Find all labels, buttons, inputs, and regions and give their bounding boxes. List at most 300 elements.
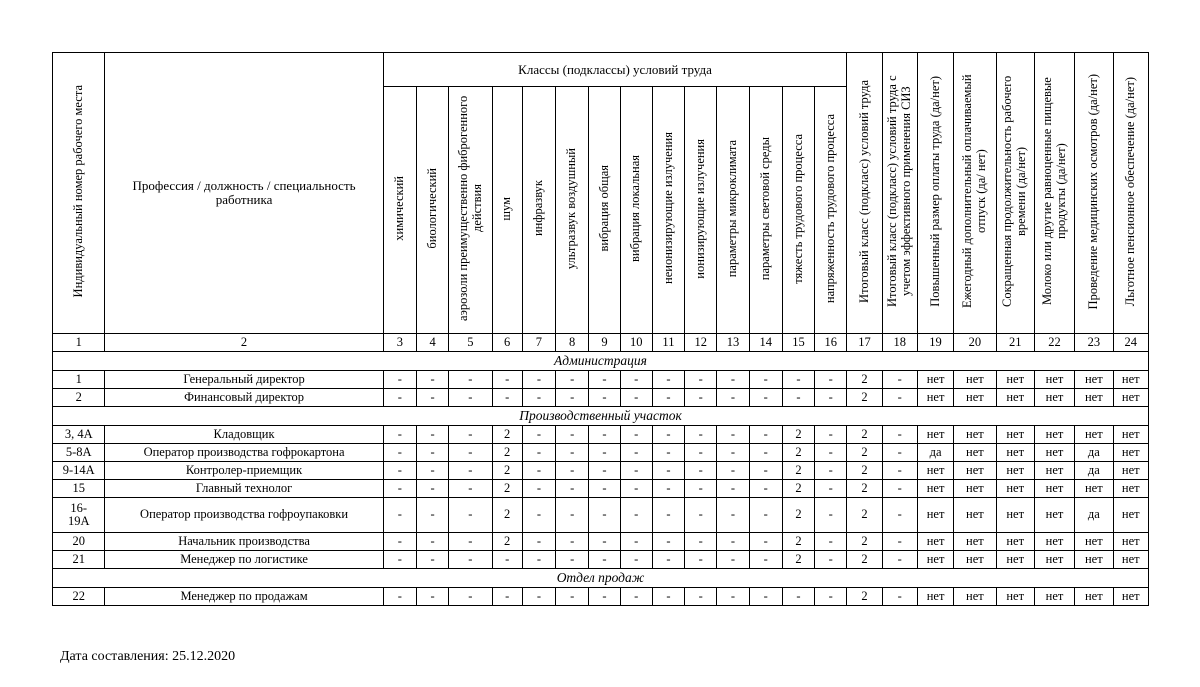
header-classes-group [383,53,847,87]
table-cell: 2 [782,444,814,462]
table-cell: нет [917,426,953,444]
factor-label: тяжесть трудового процесса [790,133,805,284]
table-cell: - [589,480,620,498]
factor-label: биологический [424,168,439,249]
compilation-date: Дата составления: 25.12.2020 [60,649,236,664]
column-number-cell: 16 [815,334,847,352]
table-cell: нет [996,533,1034,551]
table-cell: нет [917,462,953,480]
table-cell: - [685,551,717,569]
table-cell: - [782,371,814,389]
workplace-number-cell: 9-14А [53,462,105,480]
table-cell: - [416,462,448,480]
section-header-row [53,569,1149,588]
column-number-cell: 4 [416,334,448,352]
table-cell: - [449,533,492,551]
table-cell: - [620,588,652,606]
table-cell: - [882,533,917,551]
profession-cell: Генеральный директор [105,371,383,389]
header-pension [1113,53,1149,334]
table-cell: нет [996,551,1034,569]
table-cell: нет [1034,371,1074,389]
table-cell: - [620,426,652,444]
table-cell: - [416,426,448,444]
table-cell: - [522,480,555,498]
table-cell: - [620,551,652,569]
table-cell: нет [954,426,996,444]
table-cell: - [685,462,717,480]
table-cell: - [492,389,522,407]
table-cell: - [717,426,749,444]
table-cell: - [383,389,416,407]
column-number-cell: 6 [492,334,522,352]
column-number-cell: 21 [996,334,1034,352]
table-cell: - [522,444,555,462]
header-workplace-number-label: Индивидуальный номер рабочего места [70,85,85,298]
table-cell: 2 [492,462,522,480]
factor-label: шум [499,196,514,221]
factor-label: ионизирующие излучения [692,138,707,279]
table-cell: - [652,371,684,389]
table-cell: нет [1075,588,1113,606]
table-cell: нет [917,533,953,551]
table-cell: - [492,371,522,389]
column-number-cell: 1 [53,334,105,352]
table-cell: нет [1034,389,1074,407]
table-cell: - [620,444,652,462]
section-title: Производственный участок [53,407,1149,426]
column-number-cell: 23 [1075,334,1113,352]
table-cell: - [749,498,782,533]
table-cell: нет [1034,426,1074,444]
table-row [53,444,1149,462]
table-cell: - [589,389,620,407]
table-cell: нет [1113,533,1149,551]
header-medical-label: Проведение медицинских осмотров (да/нет) [1085,73,1100,310]
table-row [53,426,1149,444]
table-cell: - [522,389,555,407]
table-cell: 2 [847,462,882,480]
table-cell: нет [996,371,1034,389]
factor-ultrasound [556,87,589,334]
column-number-cell: 20 [954,334,996,352]
table-cell: - [556,551,589,569]
factor-ionizing [685,87,717,334]
factor-biological [416,87,448,334]
column-number-cell: 19 [917,334,953,352]
workplace-number-cell: 16- 19А [53,498,105,533]
table-cell: 2 [492,498,522,533]
table-cell: - [620,462,652,480]
table-cell: - [556,480,589,498]
header-profession [105,53,383,334]
table-cell: нет [917,588,953,606]
table-cell: нет [1113,480,1149,498]
table-cell: - [556,389,589,407]
factor-light [749,87,782,334]
table-cell: нет [917,389,953,407]
table-cell: - [652,389,684,407]
factor-label: ультразвук воздушный [564,147,579,270]
factor-chemical [383,87,416,334]
table-cell: 2 [492,426,522,444]
header-classes-group-label: Классы (подклассы) условий труда [518,61,712,77]
profession-cell: Менеджер по продажам [105,588,383,606]
table-cell: - [717,444,749,462]
table-cell: нет [1075,426,1113,444]
table-cell: - [652,551,684,569]
table-cell: 2 [847,551,882,569]
table-cell: - [556,462,589,480]
table-cell: - [882,498,917,533]
table-cell: - [882,551,917,569]
table-cell: нет [1034,498,1074,533]
table-cell: - [782,389,814,407]
section-header-row [53,352,1149,371]
factor-label: напряженность трудового процесса [822,113,837,303]
table-cell: - [652,444,684,462]
table-cell: - [416,588,448,606]
table-cell: - [815,480,847,498]
table-cell: - [556,371,589,389]
section-title: Отдел продаж [53,569,1149,588]
table-cell: нет [954,533,996,551]
column-number-cell: 2 [105,334,383,352]
column-number-cell: 14 [749,334,782,352]
table-cell: - [749,444,782,462]
table-cell: - [882,371,917,389]
table-cell: - [620,498,652,533]
table-cell: - [717,533,749,551]
table-cell: - [556,444,589,462]
factor-microclimate [717,87,749,334]
header-final-class-label: Итоговый класс (подкласс) условий труда [856,79,871,303]
table-cell: - [383,371,416,389]
table-cell: - [749,389,782,407]
sout-results-table [52,52,1149,606]
table-cell: - [416,498,448,533]
factor-vibration-general [589,87,620,334]
table-cell: - [685,389,717,407]
table-cell: - [522,551,555,569]
table-cell: - [685,371,717,389]
table-cell: нет [1113,551,1149,569]
profession-cell: Кладовщик [105,426,383,444]
table-row [53,498,1149,533]
table-cell: - [652,498,684,533]
table-cell: - [620,389,652,407]
table-cell: - [815,551,847,569]
profession-cell: Менеджер по логистике [105,551,383,569]
profession-cell: Главный технолог [105,480,383,498]
table-cell: - [749,588,782,606]
table-row [53,588,1149,606]
table-cell: - [449,462,492,480]
table-cell: да [1075,444,1113,462]
table-cell: да [1075,462,1113,480]
table-cell: - [749,551,782,569]
table-cell: - [717,462,749,480]
table-cell: - [652,426,684,444]
workplace-number-cell: 5-8А [53,444,105,462]
table-cell: нет [917,498,953,533]
table-cell: - [522,533,555,551]
table-cell: нет [1034,588,1074,606]
table-cell: - [383,444,416,462]
table-cell: - [522,462,555,480]
column-number-cell: 22 [1034,334,1074,352]
profession-cell: Оператор производства гофрокартона [105,444,383,462]
table-cell: - [882,480,917,498]
table-cell: нет [1034,533,1074,551]
table-cell: - [749,533,782,551]
table-cell: - [449,498,492,533]
table-cell: 2 [782,551,814,569]
table-cell: - [717,389,749,407]
table-cell: - [383,533,416,551]
table-cell: нет [1075,480,1113,498]
table-cell: - [383,462,416,480]
table-cell: - [449,588,492,606]
workplace-number-cell: 2 [53,389,105,407]
table-cell: - [416,551,448,569]
table-cell: - [749,426,782,444]
factor-label: параметры световой среды [757,136,772,281]
table-cell: - [449,371,492,389]
table-cell: - [717,551,749,569]
table-cell: нет [1113,588,1149,606]
table-cell: - [449,444,492,462]
table-cell: нет [1034,462,1074,480]
table-cell: 2 [847,533,882,551]
header-increased-pay-label: Повышенный размер оплаты труда (да/нет) [927,76,942,307]
profession-cell: Начальник производства [105,533,383,551]
table-cell: - [815,371,847,389]
table-cell: 2 [782,480,814,498]
table-cell: - [652,462,684,480]
factor-label: вибрация общая [596,165,611,252]
table-cell: - [815,426,847,444]
profession-cell: Контролер-приемщик [105,462,383,480]
table-cell: нет [996,444,1034,462]
table-cell: нет [954,551,996,569]
workplace-number-cell: 21 [53,551,105,569]
table-cell: - [492,551,522,569]
table-cell: - [717,588,749,606]
table-cell: нет [996,498,1034,533]
column-number-cell: 15 [782,334,814,352]
table-cell: - [416,480,448,498]
section-title: Администрация [53,352,1149,371]
table-cell: - [620,480,652,498]
table-cell: нет [996,480,1034,498]
factor-vibration-local [620,87,652,334]
table-cell: нет [1075,371,1113,389]
table-cell: - [815,444,847,462]
table-cell: нет [954,444,996,462]
table-cell: - [522,371,555,389]
header-pension-label: Льготное пенсионное обеспечение (да/нет) [1122,76,1137,307]
table-row [53,533,1149,551]
column-number-cell: 8 [556,334,589,352]
table-cell: - [589,426,620,444]
table-cell: 2 [492,480,522,498]
table-cell: - [416,444,448,462]
table-cell: нет [1113,426,1149,444]
table-cell: нет [1075,533,1113,551]
header-reduced-hours-label: Сокращенная продолжительность рабочего времени (да/нет) [1000,75,1029,308]
table-cell: 2 [847,389,882,407]
table-cell: 2 [847,588,882,606]
header-final-class-siz-label: Итоговый класс (подкласс) условий труда с учетом эффективного применения СИЗ [885,75,913,308]
table-cell: 2 [782,533,814,551]
table-cell: нет [996,588,1034,606]
table-cell: - [522,498,555,533]
factor-label: неионизирующие излучения [660,132,675,285]
factor-intensity [815,87,847,334]
table-cell: - [416,533,448,551]
table-cell: - [449,480,492,498]
factor-aerosols [449,87,492,334]
table-cell: - [685,588,717,606]
table-cell: - [416,371,448,389]
table-cell: - [449,426,492,444]
table-cell: - [882,389,917,407]
section-header-row [53,407,1149,426]
table-cell: - [685,426,717,444]
factor-noise [492,87,522,334]
table-cell: - [589,588,620,606]
column-number-cell: 18 [882,334,917,352]
table-cell: - [620,371,652,389]
factor-severity [782,87,814,334]
column-number-cell: 17 [847,334,882,352]
table-cell: - [620,533,652,551]
table-cell: 2 [782,498,814,533]
header-reduced-hours [996,53,1034,334]
table-cell: 2 [782,462,814,480]
table-cell: - [556,588,589,606]
table-cell: - [383,498,416,533]
table-cell: нет [1113,444,1149,462]
table-row [53,462,1149,480]
table-body [53,352,1149,606]
table-cell: - [882,444,917,462]
table-cell: - [383,426,416,444]
table-cell: - [383,551,416,569]
factor-label: химический [391,176,406,241]
table-cell: нет [954,588,996,606]
header-extra-leave [954,53,996,334]
table-cell: - [685,480,717,498]
column-number-cell: 9 [589,334,620,352]
header-final-class-siz [882,53,917,334]
column-number-cell: 12 [685,334,717,352]
table-cell: нет [1034,444,1074,462]
table-cell: да [917,444,953,462]
header-milk [1034,53,1074,334]
table-cell: 2 [847,426,882,444]
table-cell: - [522,588,555,606]
profession-cell: Оператор производства гофроупаковки [105,498,383,533]
table-cell: - [383,480,416,498]
factor-infrasound [522,87,555,334]
table-cell: - [556,533,589,551]
column-number-cell: 24 [1113,334,1149,352]
table-cell: - [815,498,847,533]
table-cell: - [882,426,917,444]
table-cell: 2 [782,426,814,444]
header-milk-label: Молоко или другие равноценные пищевые продукты (да/нет) [1039,77,1068,306]
table-cell: - [449,551,492,569]
factor-label: вибрация локальная [628,154,643,262]
table-cell: нет [954,498,996,533]
column-number-cell: 10 [620,334,652,352]
table-cell: нет [954,371,996,389]
table-cell: - [589,371,620,389]
table-cell: - [589,498,620,533]
table-cell: - [556,498,589,533]
table-cell: - [749,480,782,498]
table-cell: нет [996,462,1034,480]
table-cell: - [717,371,749,389]
table-row [53,389,1149,407]
table-cell: 2 [847,371,882,389]
factor-nonionizing [652,87,684,334]
header-medical [1075,53,1113,334]
table-cell: - [749,371,782,389]
workplace-number-cell: 20 [53,533,105,551]
table-cell: - [717,498,749,533]
table-cell: нет [1034,551,1074,569]
table-cell: - [589,444,620,462]
column-number-cell: 13 [717,334,749,352]
table-cell: нет [1113,371,1149,389]
table-cell: - [815,588,847,606]
table-row [53,480,1149,498]
table-cell: нет [1113,389,1149,407]
table-row [53,371,1149,389]
column-number-cell: 7 [522,334,555,352]
header-final-class [847,53,882,334]
factor-label: параметры микроклимата [725,139,740,278]
header-extra-leave-label: Ежегодный дополнительный оплачиваемый отпуск (да/ нет) [960,74,988,309]
table-cell: - [685,444,717,462]
table-cell: - [815,389,847,407]
table-cell: - [522,426,555,444]
table-cell: - [589,462,620,480]
table-cell: - [589,551,620,569]
table-cell: да [1075,498,1113,533]
column-number-cell: 5 [449,334,492,352]
table-cell: - [652,480,684,498]
table-cell: - [685,533,717,551]
table-cell: - [749,462,782,480]
table-cell: 2 [847,498,882,533]
header-workplace-number [53,53,105,334]
table-cell: - [782,588,814,606]
column-numbers-row [53,334,1149,352]
table-cell: - [652,588,684,606]
factor-label: аэрозоли преимущественно фиброгенного действия [455,95,484,322]
profession-cell: Финансовый директор [105,389,383,407]
table-cell: - [717,480,749,498]
table-cell: - [882,588,917,606]
table-cell: нет [954,462,996,480]
table-cell: нет [996,426,1034,444]
table-row [53,551,1149,569]
table-cell: - [652,533,684,551]
